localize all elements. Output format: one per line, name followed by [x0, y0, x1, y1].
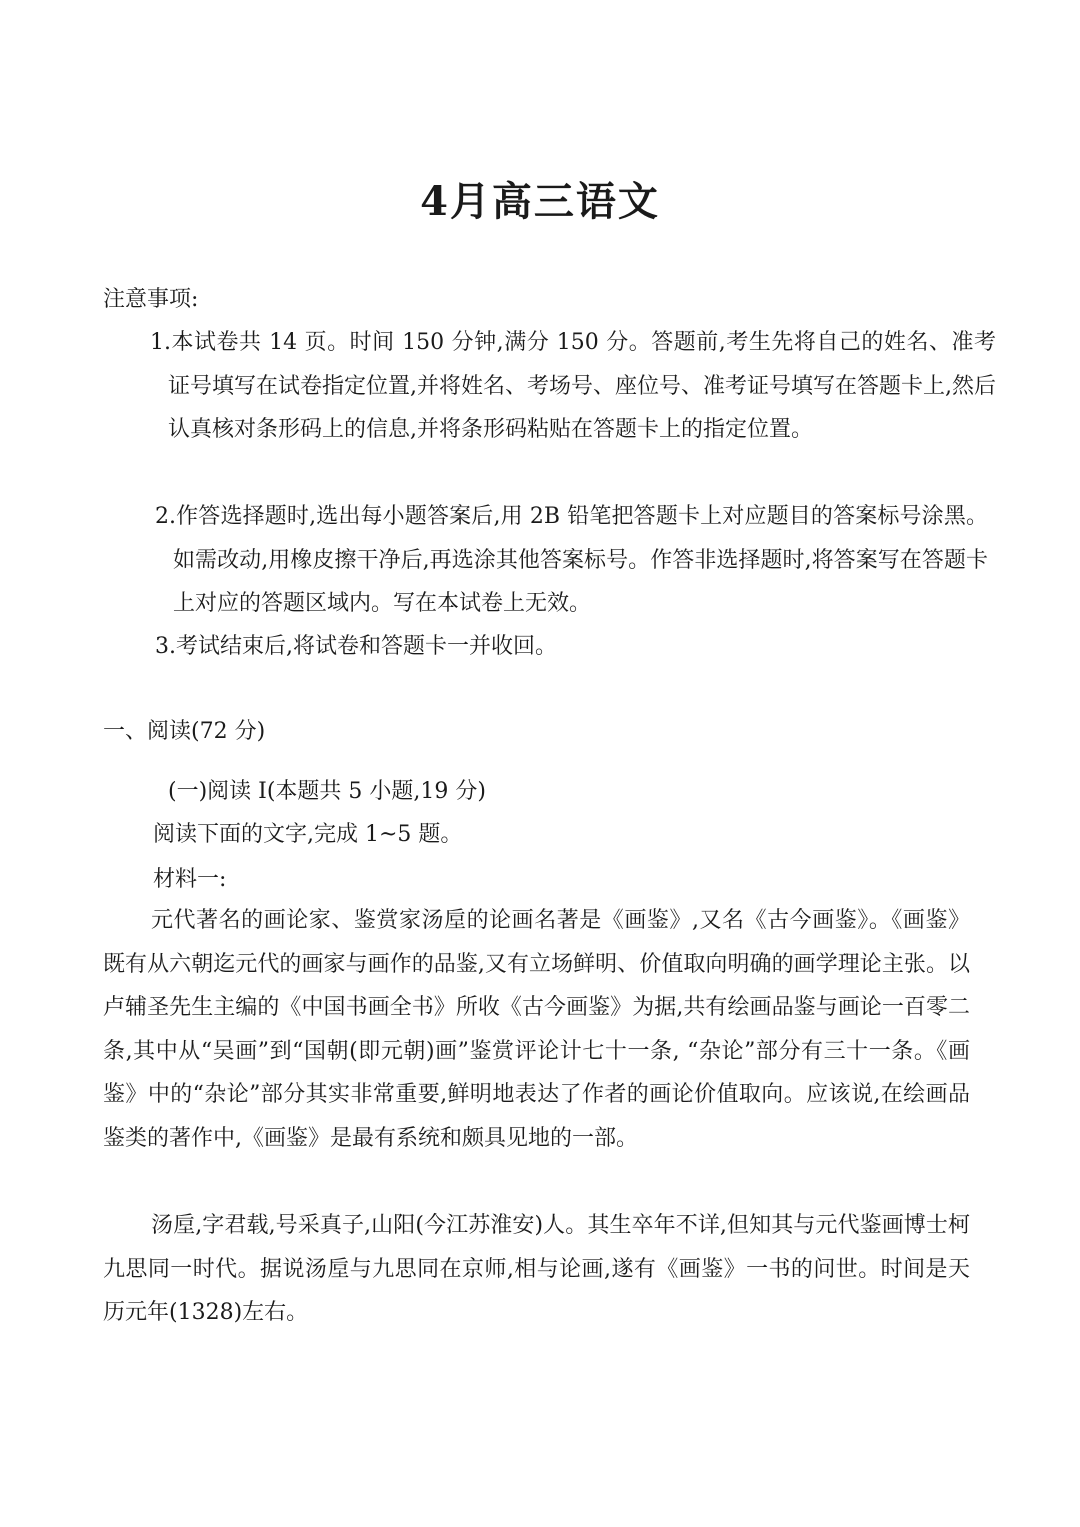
notice-item-1: 1.本试卷共 14 页。时间 150 分钟,满分 150 分。答题前,考生先将自己的姓名、准考证号填写在试卷指定位置,并将姓名、考场号、座位号、准考证号填写在答题卡上,然后认真核对条形码上的信息,并将条形码粘贴在答题卡上的指定位置。: [150, 330, 996, 443]
section-heading: 一、阅读(72 分): [103, 719, 266, 744]
sub-section-heading: (一)阅读 I(本题共 5 小题,19 分): [168, 779, 486, 804]
notice-heading: 注意事项:: [103, 287, 199, 312]
notice-item-3: 3.考试结束后,将试卷和答题卡一并收回。: [155, 634, 557, 659]
material-label: 材料一:: [153, 867, 227, 892]
reading-instruction: 阅读下面的文字,完成 1~5 题。: [153, 822, 463, 847]
page-title: 4月高三语文: [420, 178, 660, 225]
material-paragraph-2: 汤垕,字君载,号采真子,山阳(今江苏淮安)人。其生卒年不详,但知其与元代鉴画博士柯九思同一时代。据说汤垕与九思同在京师,相与论画,遂有《画鉴》一书的问世。时间是天历元年(1328)左右。: [103, 1213, 970, 1326]
material-paragraph-1: 元代著名的画论家、鉴赏家汤垕的论画名著是《画鉴》,又名《古今画鉴》。《画鉴》既有从六朝迄元代的画家与画作的品鉴,又有立场鲜明、价值取向明确的画学理论主张。以卢辅圣先生主编的《中国书画全书》所收《古今画鉴》为据,共有绘画品鉴与画论一百零二条,其中从“吴画”到“国朝(即元朝)画”鉴赏评论计七十一条, “杂论”部分有三十一条。《画鉴》中的“杂论”部分其实非常重要,鲜明地表达了作者的画论价值取向。应该说,在绘画品鉴类的著作中,《画鉴》是最有系统和颇具见地的一部。: [103, 908, 970, 1151]
notice-item-2: 2.作答选择题时,选出每小题答案后,用 2B 铅笔把答题卡上对应题目的答案标号涂黑。如需改动,用橡皮擦干净后,再选涂其他答案标号。作答非选择题时,将答案写在答题卡上对应的答题区域内。写在本试卷上无效。: [155, 504, 988, 617]
